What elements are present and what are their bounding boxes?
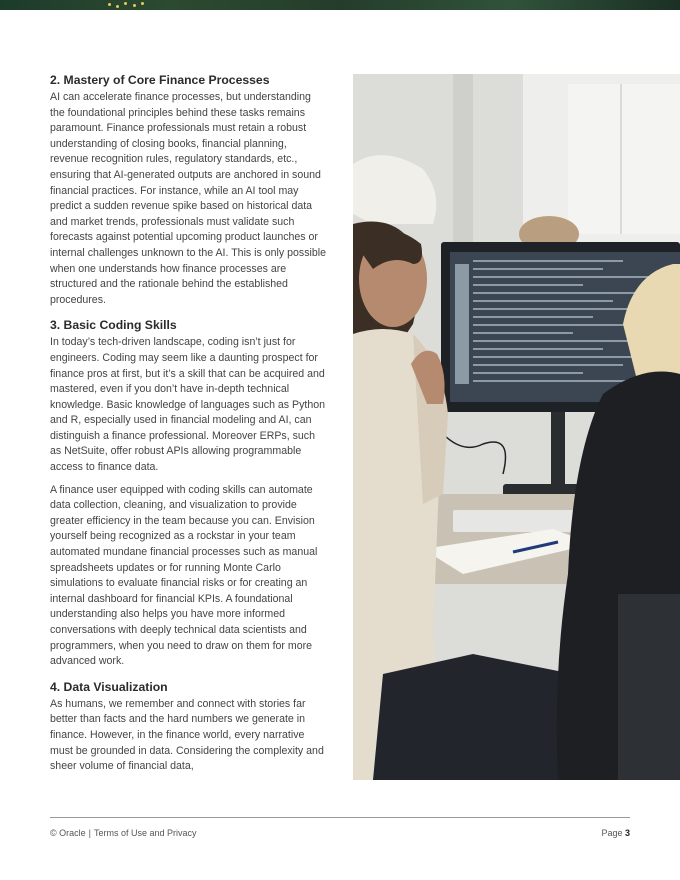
page-number-value: 3: [624, 828, 630, 838]
section-heading: 4. Data Visualization: [50, 679, 168, 694]
article-body: [50, 72, 326, 775]
footer-links: [50, 828, 197, 838]
section-heading: 2. Mastery of Core Finance Processes: [50, 73, 270, 87]
section-heading: 3. Basic Coding Skills: [50, 318, 177, 333]
copyright-text: © Oracle: [50, 828, 86, 838]
paragraph: AI can accelerate finance processes, but understanding the foundational principles behind these tasks remains paramount. Finance professionals must retain a robust understanding of closing books, financial planning, revenue recognition rules, regulatory standards, etc., ensuring that AI-generated outputs are anchored in sound financial practices. For instance, while an AI tool may predict a sudden revenue spike based on historical data and market trends, professionals must validate such forecasts against potential upcoming product launches or internal challenges unknown to the AI. This is only possible when one understands how finance processes are structured and the rationale behind the established procedures.: [50, 91, 326, 306]
footer-separator: |: [88, 828, 91, 838]
page-number: [601, 828, 630, 838]
footer-divider: [50, 817, 630, 818]
office-photo: [353, 74, 680, 780]
paragraph: A finance user equipped with coding skills can automate data collection, cleaning, and visualization to provide greater efficiency in the team because you can. Envision yourself being recognized as a rockstar in your team automated mundane financial processes such as manual spreadsheets updates or for running Monte Carlo simulations to evaluate financial risks or for creating an internal dashboard for financial KPIs. A foundational understanding also helps you have more informed conversations with deeply technical data scientists and programmers, when you need to draw on them for more advanced work.: [50, 483, 318, 668]
paragraph: As humans, we remember and connect with stories far better than facts and the hard numbers we generate in finance. However, in the finance world, every narrative must be grounded in data. Considering the complexity and sheer volume of financial data,: [50, 697, 324, 773]
top-banner-image: [0, 0, 680, 10]
terms-link[interactable]: Terms of Use and Privacy: [93, 828, 197, 838]
paragraph: In today’s tech-driven landscape, coding isn’t just for engineers. Coding may seem like a daunting prospect for finance pros at first, but it’s a skill that can be acquired and mastered, even if you don’t have in-depth technical knowledge. Basic knowledge of languages such as Python and R, especially used in financial modeling and AI, can distinguish a finance professional. Moreover ERPs, such as NetSuite, offer robust APIs allowing programmable access to finance data.: [50, 336, 326, 474]
page-label: Page: [601, 828, 623, 838]
